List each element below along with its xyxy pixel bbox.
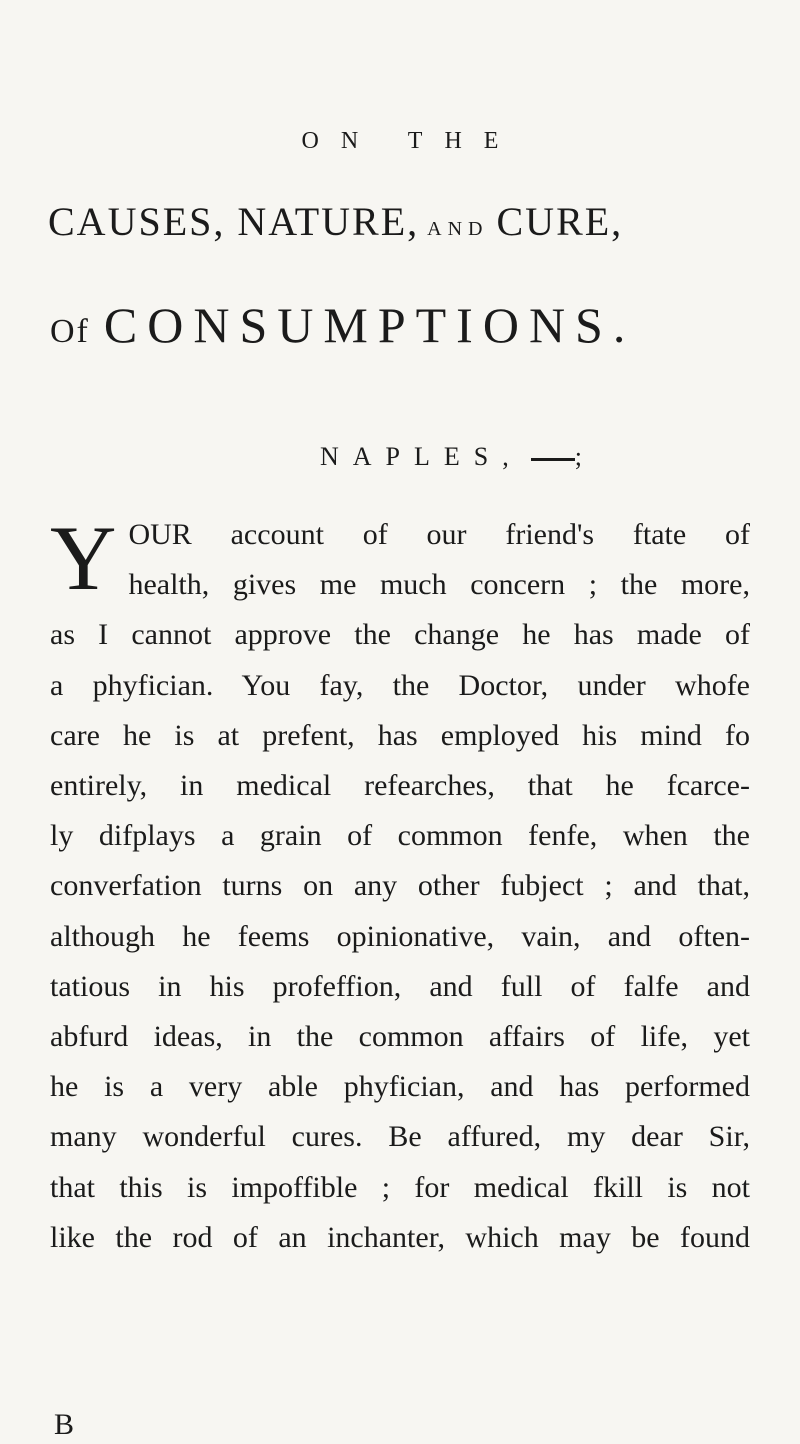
letter-line: that this is impoffible ; for medical fkill is not [50, 1170, 750, 1204]
letter-line: like the rod of an inchanter, which may be found [50, 1220, 750, 1254]
dateline-dash [531, 458, 575, 461]
dateline: NAPLES, ; [320, 442, 596, 471]
letter-line: ly difplays a grain of common fenfe, when the [50, 819, 750, 853]
heading-of: Of [50, 313, 90, 350]
dateline-place: NAPLES, [320, 442, 523, 471]
heading-causes-nature-cure [48, 198, 623, 245]
heading-on-the: ON THE [301, 128, 521, 154]
letter-line: many wonderful cures. Be affured, my dear Sir, [50, 1120, 750, 1154]
heading-and: AND [427, 218, 489, 240]
letter-line: entirely, in medical refearches, that he fcarce- [50, 769, 750, 803]
letter-line: converfation turns on any other fubject ; and that, [50, 869, 750, 903]
letter-line: a phyfician. You fay, the Doctor, under whofe [50, 668, 750, 702]
heading-consumptions [50, 296, 635, 354]
letter-line: care he is at prefent, has employed his mind fo [50, 718, 750, 752]
signature-mark: B [54, 1408, 75, 1441]
letter-line: he is a very able phyfician, and has performed [50, 1070, 750, 1104]
letter-body [50, 507, 750, 1263]
drop-cap: Y [50, 507, 117, 609]
letter-line: health, gives me much concern ; the more, [128, 568, 750, 602]
letter-line: OUR account of our friend's ftate of [128, 518, 750, 551]
letter-line: tatious in his profeffion, and full of falfe and [50, 969, 750, 1003]
letter-line: abfurd ideas, in the common affairs of life, yet [50, 1020, 750, 1054]
heading-causes-part1: CAUSES, NATURE, [48, 199, 420, 244]
heading-consumptions-word: CONSUMPTIONS. [103, 297, 636, 353]
letter-line: as I cannot approve the change he has made of [50, 618, 750, 652]
letter-line: although he feems opinionative, vain, and often- [50, 919, 750, 953]
heading-causes-part2: CURE, [496, 199, 624, 244]
